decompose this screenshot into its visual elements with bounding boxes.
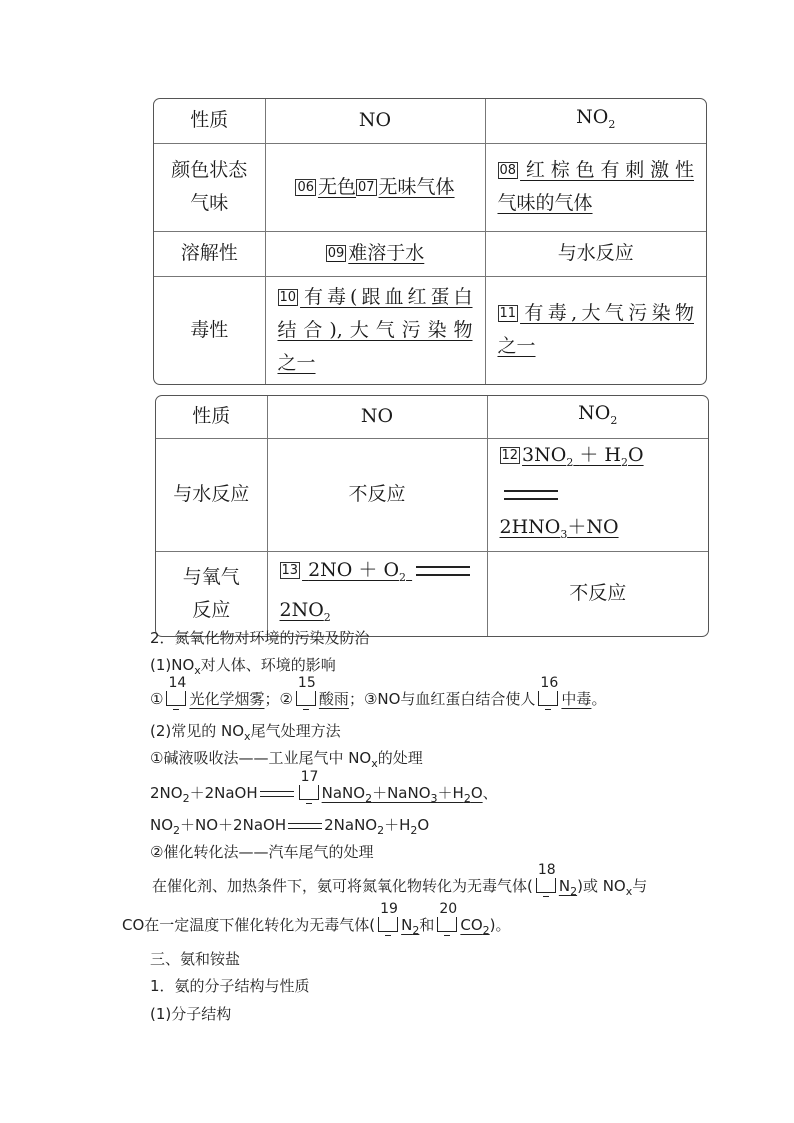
equals-sign xyxy=(504,490,558,500)
equals-sign xyxy=(260,791,294,797)
catalytic-method: ②催化转化法——汽车尾气的处理 xyxy=(150,843,374,861)
row-oxygen-label: 与氧气 反应 xyxy=(156,552,267,636)
catalytic-para-2: CO在一定温度下催化转化为无毒气体( 19 $N_2$和 20 $CO_2$)。 xyxy=(122,901,511,937)
no2-toxicity-cell: 11 有毒,大气污染物 之一 xyxy=(485,276,706,384)
no-water-cell: 不反应 xyxy=(267,438,487,552)
properties-table-1 xyxy=(153,98,707,385)
no2-color-cell: 08 红棕色有刺激性 气味的气体 xyxy=(485,143,706,231)
no2-water-cell: 12 $3NO_2 + H_2O$ $2HNO_3+NO$ xyxy=(487,438,708,552)
header-no-2: NO xyxy=(267,396,487,438)
row-color-label: 颜色状态 气味 xyxy=(154,143,265,231)
blank-18: 18 xyxy=(536,878,556,893)
no-oxygen-cell: 13 $2NO + O_2$ $2NO_2$ xyxy=(267,552,487,636)
no-color-cell: 06 无色 07 无味气体 xyxy=(265,143,485,231)
blank-19: 19 xyxy=(378,917,398,932)
blank-16: 16 xyxy=(538,691,558,706)
subheading-1: $(1)NO_x$对人体、环境的影响 xyxy=(150,656,336,677)
row-solubility-label: 溶解性 xyxy=(154,231,265,276)
blank-15: 15 xyxy=(296,691,316,706)
catalytic-para-1: 在催化剂、加热条件下，氨可将氮氧化物转化为无毒气体( 18 $N_2$)或 $NO_x$与 xyxy=(152,862,648,898)
no2-oxygen-cell: 不反应 xyxy=(487,552,708,636)
blank-20: 20 xyxy=(437,917,457,932)
effects-line: ① 14 光化学烟雾；② 15 酸雨；③NO与血红蛋白结合使人 16 中毒。 xyxy=(150,675,607,708)
no-toxicity-cell: 10 有毒(跟血红蛋白 结合),大气污染物 之一 xyxy=(265,276,485,384)
equals-sign xyxy=(288,823,322,829)
row-water-label: 与水反应 xyxy=(156,438,267,552)
header-no2-2: $NO_2$ xyxy=(487,396,708,438)
section-heading-3: 三、氨和铵盐 xyxy=(150,950,241,968)
subheading-2: (2)常见的 $NO_x$尾气处理方法 xyxy=(150,722,341,743)
subheading-3: (1)分子结构 xyxy=(150,1005,232,1023)
row-toxicity-label: 毒性 xyxy=(154,276,265,384)
section-heading-3-1: 1．氨的分子结构与性质 xyxy=(150,977,310,995)
equation-1: $2NO_2+2NaOH$ 17 $NaNO_2+NaNO_3+H_2O$、 xyxy=(150,769,498,805)
no2-solubility-cell: 与水反应 xyxy=(485,231,706,276)
equation-2: $NO_2+NO+2NaOH$ $2NaNO_2+H_2O$ xyxy=(150,816,430,837)
blank-14: 14 xyxy=(166,691,186,706)
equals-sign xyxy=(416,566,470,576)
header-property: 性质 xyxy=(154,99,265,143)
header-no2: $NO_2$ xyxy=(485,99,706,143)
blank-17: 17 xyxy=(299,785,319,800)
alkali-method: ①碱液吸收法——工业尾气中 $NO_x$的处理 xyxy=(150,749,423,770)
header-no: NO xyxy=(265,99,485,143)
section-heading-2: 2．氮氧化物对环境的污染及防治 xyxy=(150,629,370,647)
header-property-2: 性质 xyxy=(156,396,267,438)
no-solubility-cell: 09 难溶于水 xyxy=(265,231,485,276)
properties-table-2 xyxy=(155,395,709,637)
